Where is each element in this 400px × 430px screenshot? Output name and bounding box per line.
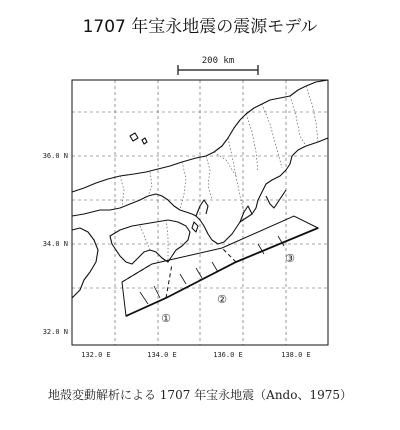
source-model-map	[0, 52, 400, 382]
scale-bar	[178, 56, 258, 75]
lon-label-132: 132.0 E	[81, 351, 111, 359]
lat-label-36: 36.0 N	[42, 152, 68, 160]
fault-segment-2-label: ②	[217, 293, 227, 306]
longitude-labels	[81, 351, 311, 359]
figure-caption: 地殻変動解析による 1707 年宝永地震（Ando、1975）	[47, 388, 352, 402]
latitude-labels	[43, 152, 68, 336]
map-title: 1707 年宝永地震の震源モデル	[82, 17, 318, 37]
lon-label-138: 138.0 E	[281, 351, 311, 359]
scale-bar-label: 200 km	[201, 56, 235, 66]
fault-segment-labels	[161, 252, 295, 325]
lat-label-34: 34.0 N	[42, 240, 68, 248]
prefecture-boundaries	[120, 86, 318, 262]
graticule	[72, 80, 328, 345]
lon-label-134: 134.0 E	[147, 351, 177, 359]
lon-label-136: 136.0 E	[213, 351, 243, 359]
fault-segment-3-label: ③	[285, 252, 295, 265]
lat-label-32: 32.0 N	[42, 328, 68, 336]
fault-segment-1-label: ①	[161, 312, 171, 325]
